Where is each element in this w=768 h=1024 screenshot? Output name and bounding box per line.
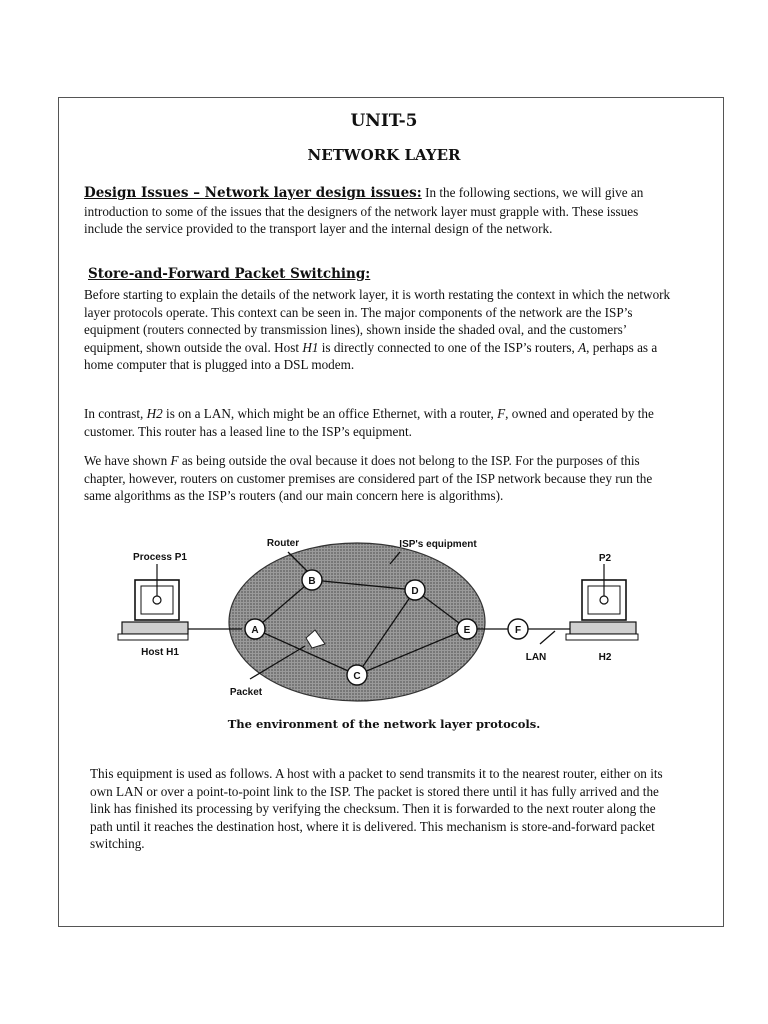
router-a-label: A: [251, 625, 259, 636]
figure-caption: The environment of the network layer protocols.: [227, 717, 541, 731]
paragraph-3: [84, 452, 674, 505]
network-figure: [100, 534, 680, 704]
para3-text-a: We have shown: [84, 453, 171, 468]
p2-caption: P2: [598, 553, 612, 564]
para1-text-c: , perhaps as a home computer that is plugged into a DSL modem.: [84, 339, 658, 373]
paragraph-1: [84, 286, 674, 374]
paragraph-4: This equipment is used as follows. A host with a packet to send transmits it to the nearest router, either on its own LAN or over a point-to-point link to the ISP. The packet is stored there until it has fully arrived and the link has finished its processing by verifying the checksum. Then it is forwarded to the next router along the path until it reaches the destination host, where it is delivered. This mechanism is store-and-forward packet switching.: [90, 766, 663, 852]
lan-caption: LAN: [525, 652, 547, 663]
para1-router-a: A: [578, 339, 587, 355]
paragraph-2: [84, 405, 674, 440]
process-p1-caption: Process P1: [133, 552, 187, 563]
pointer-lan: [540, 631, 555, 644]
packet-caption: Packet: [229, 687, 263, 698]
router-f-label: F: [514, 625, 522, 636]
para1-h1: H1: [302, 339, 319, 355]
para1-text-a: Before starting to explain the details of the network layer, it is worth restating the context in which the network layer protocols operate. This context can be seen in. The major components of the network are the ISP’s equipment (routers connected by transmission lines), shown inside the shaded oval, and the customers’ equipment, shown outside the oval. Host: [84, 287, 671, 355]
para3-router-f: F: [170, 453, 179, 468]
router-d-label: D: [411, 586, 419, 597]
unit-title: UNIT-5: [350, 111, 418, 131]
para2-router-f: F: [497, 406, 506, 421]
host-h2-computer: [566, 564, 638, 640]
para2-h2: H2: [146, 406, 163, 421]
intro-text: In the following sections, we will give an introduction to some of the issues that the designers of the network layer must grapple with. These issues include the service provided to the transport layer and the internal design of the network.: [84, 185, 644, 237]
host-h1-caption: Host H1: [141, 647, 179, 658]
router-caption: Router: [266, 538, 300, 549]
chapter-title: NETWORK LAYER: [307, 146, 461, 164]
para3-text-b: as being outside the oval because it does not belong to the ISP. For the purposes of this chapter, however, routers on customer premises are considered part of the ISP network because they run the same algorithms as the ISP’s routers (and our main concern here is algorithms).: [84, 453, 653, 504]
para1-text-b: is directly connected to one of the ISP’s routers,: [318, 339, 579, 355]
router-c-label: C: [353, 671, 361, 682]
store-forward-heading: Store-and-Forward Packet Switching:: [88, 266, 371, 282]
router-e-label: E: [463, 625, 471, 636]
para2-text-b: is on a LAN, which might be an office Ethernet, with a router,: [162, 406, 498, 421]
router-b-label: B: [308, 576, 316, 587]
host-h1-computer: [118, 564, 188, 640]
para2-text-c: , owned and operated by the customer. This router has a leased line to the ISP’s equipment.: [84, 406, 654, 439]
h2-caption: H2: [598, 652, 612, 663]
design-issues-heading: Design Issues – Network layer design issues:: [84, 185, 422, 201]
isp-equipment-caption: ISP's equipment: [399, 539, 477, 550]
intro-paragraph: [84, 184, 674, 238]
para2-text-a: In contrast,: [84, 406, 147, 421]
